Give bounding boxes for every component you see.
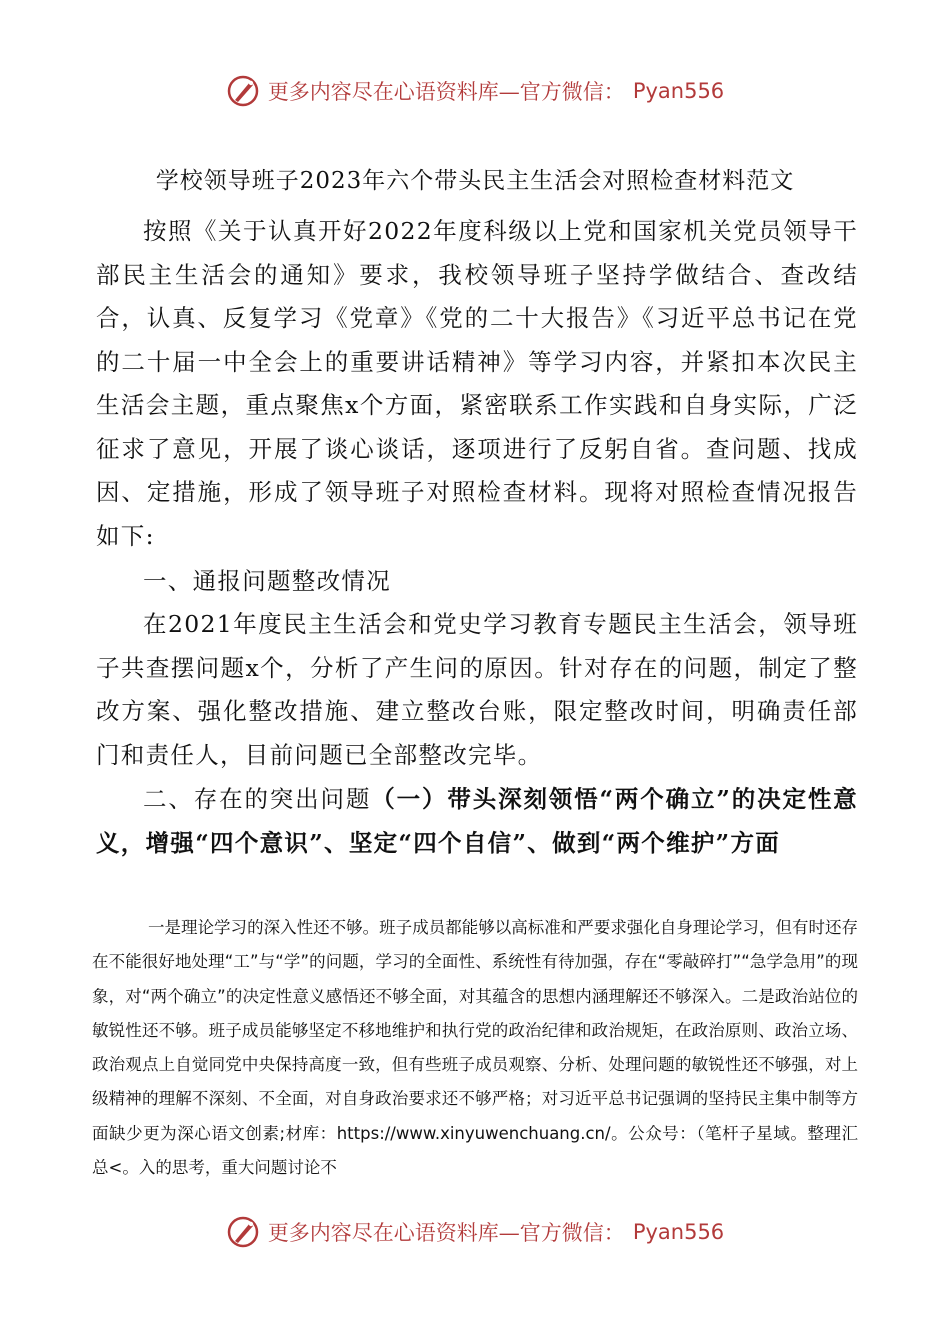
banner-text: 更多内容尽在心语资料库—官方微信： — [267, 80, 625, 104]
section2-body: 一是理论学习的深入性还不够。班子成员都能够以高标准和严要求强化自身理论学习，但有时还存在不能很好地处理“工”与“学”的问题，学习的全面性、系统性有待加强，存在“零敲碎打”“急学急用”的现象，对“两个确立”的决定性意义感悟还不够全面，对其蕴含的思想内涵理解还不够深入。二是政治站位的敏锐性还不够。班子成员能够坚定不移地维护和执行党的政治纪律和政治规矩，在政治原则、政治立场、政治观点上自觉同党中央保持高度一致，但有些班子成员观察、分析、处理问题的敏锐性还不够强，对上级精神的理解不深刻、不全面，对自身政治要求还不够严格；对习近平总书记强调的坚持民主集中制等方面缺少更为深心语文创素;材库：https://www.xinyuwenchuang.cn/。公众号：（笔杆子星域。整理汇总<。入的思考，重大问题讨论不 — [92, 918, 858, 1178]
intro-paragraph — [96, 210, 858, 558]
section2-subheading: （一）带头深刻领悟“两个确立”的决定性意义，增强“四个意识”、坚定“四个自信”、做到“两个维护”方面 — [96, 785, 858, 857]
header-banner — [0, 74, 950, 108]
intro-text: 按照《关于认真开好2022年度科级以上党和国家机关党员领导干部民主生活会的通知》要求，我校领导班子坚持学做结合、查改结合，认真、反复学习《党章》《党的二十大报告》《习近平总书记在党的二十届一中全会上的重要讲话精神》等学习内容，并紧扣本次民主生活会主题，重点聚焦x个方面，紧密联系工作实践和自身实际，广泛征求了意见，开展了谈心谈话，逐项进行了反躬自省。查问题、找成因、定措施，形成了领导班子对照检查材料。现将对照检查情况报告如下: — [96, 217, 858, 550]
section2-heading-line — [96, 778, 858, 865]
section1-heading: 一、通报问题整改情况 — [143, 567, 391, 595]
section2-heading: 二、存在的突出问题 — [143, 785, 372, 813]
banner-wechat-id: Pyan556 — [632, 79, 725, 103]
section2-heading-block — [96, 778, 858, 865]
section1-heading-block — [96, 560, 858, 604]
pen-nib-logo-icon — [226, 1215, 260, 1249]
document-title: 学校领导班子2023年六个带头民主生活会对照检查材料范文 — [155, 168, 795, 194]
pen-nib-logo-icon — [226, 74, 260, 108]
banner-wechat-id: Pyan556 — [632, 1220, 725, 1244]
footer-banner — [0, 1215, 950, 1249]
section2-paragraph — [92, 911, 858, 1185]
section1-paragraph — [96, 603, 858, 777]
banner-text: 更多内容尽在心语资料库—官方微信： — [267, 1221, 625, 1245]
section1-body: 在2021年度民主生活会和党史学习教育专题民主生活会，领导班子共查摆问题x个，分析了产生问的原因。针对存在的问题，制定了整改方案、强化整改措施、建立整改台账，限定整改时间，明确责任部门和责任人，目前问题已全部整改完毕。 — [96, 610, 858, 769]
